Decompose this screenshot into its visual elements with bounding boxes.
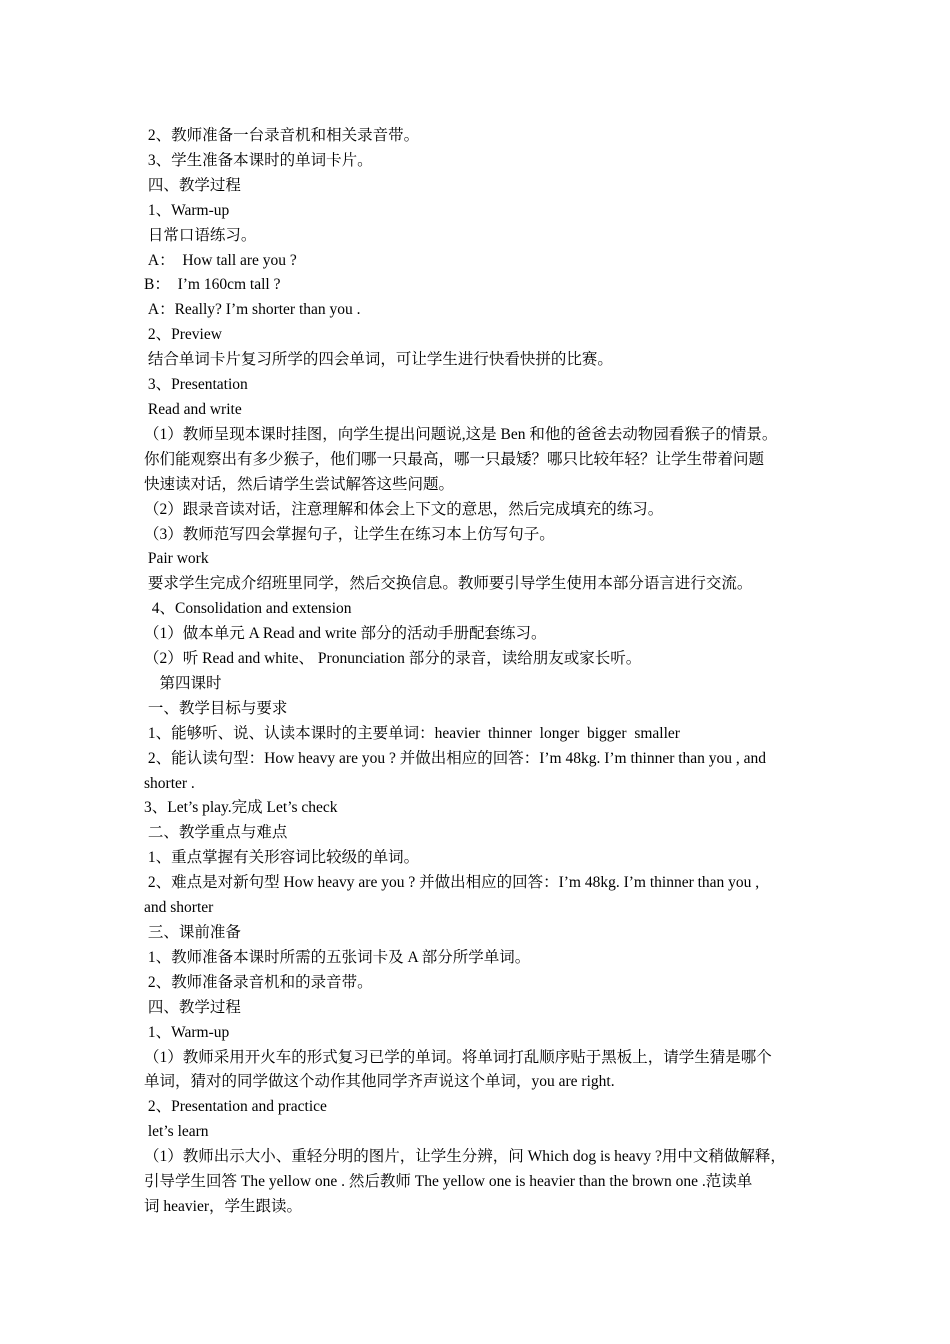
text-line: 1、Warm-up — [144, 201, 230, 219]
text-line: （1）教师采用开火车的形式复习已学的单词。将单词打乱顺序贴于黑板上，请学生猜是哪个 — [144, 1048, 772, 1066]
text-line: 2、教师准备录音机和的录音带。 — [144, 973, 373, 991]
lesson-title: 第四课时 — [144, 674, 222, 692]
text-line: shorter . — [144, 774, 195, 792]
text-line: 3、Presentation — [144, 376, 248, 394]
section-heading: 三、课前准备 — [144, 924, 241, 941]
text-line: Read and write — [144, 400, 242, 418]
text-line: （1）教师呈现本课时挂图，向学生提出问题说,这是 Ben 和他的爸爸去动物园看猴子的情景。 — [144, 425, 778, 443]
section-heading: 四、教学过程 — [144, 176, 241, 194]
text-line: 1、Warm-up — [144, 1023, 230, 1041]
text-line: 引导学生回答 The yellow one . 然后教师 The yellow one is heavier than the brown one .范读单 — [144, 1173, 753, 1191]
dialogue-line: A： How tall are you ? — [144, 251, 297, 269]
dialogue-line: A：Really? I’m shorter than you . — [144, 301, 361, 319]
section-heading: 四、教学过程 — [144, 998, 241, 1016]
section-heading: 二、教学重点与难点 — [144, 824, 288, 842]
text-line: （1）做本单元 A Read and write 部分的活动手册配套练习。 — [144, 625, 547, 643]
text-line: 要求学生完成介绍班里同学，然后交换信息。教师要引导学生使用本部分语言进行交流。 — [144, 575, 753, 593]
text-line: （2）听 Read and white、 Pronunciation 部分的录音，读给朋友或家长听。 — [144, 650, 642, 668]
text-line: let’s learn — [144, 1123, 209, 1141]
text-line: 2、教师准备一台录音机和相关录音带。 — [144, 127, 420, 144]
dialogue-line: B： I’m 160cm tall ? — [144, 276, 281, 294]
text-line: 日常口语练习。 — [144, 226, 257, 244]
text-line: （1）教师出示大小、重轻分明的图片，让学生分辨，问 Which dog is heavy ?用中文稍做解释， — [144, 1148, 786, 1166]
text-line: 词 heavier，学生跟读。 — [144, 1197, 302, 1215]
text-line: 你们能观察出有多少猴子，他们哪一只最高，哪一只最矮？哪只比较年轻？让学生带着问题 — [144, 450, 765, 468]
text-line: Pair work — [144, 550, 209, 568]
text-line: 2、Preview — [144, 326, 222, 344]
text-line: 3、学生准备本课时的单词卡片。 — [144, 151, 373, 169]
text-line: 2、难点是对新句型 How heavy are you ? 并做出相应的回答：I’m 48kg. I’m thinner than you , — [144, 874, 760, 892]
text-line: 单词，猜对的同学做这个动作其他同学齐声说这个单词，you are right. — [144, 1073, 615, 1091]
text-line: 1、重点掌握有关形容词比较级的单词。 — [144, 849, 420, 867]
text-line: 1、能够听、说、认读本课时的主要单词：heavier thinner longer bigger smaller — [144, 724, 680, 742]
text-line: 结合单词卡片复习所学的四会单词，可让学生进行快看快拼的比赛。 — [144, 351, 613, 369]
document-body — [144, 124, 810, 1220]
text-line: 4、Consolidation and extension — [144, 600, 352, 618]
text-line: 2、Presentation and practice — [144, 1098, 327, 1116]
text-line: 1、教师准备本课时所需的五张词卡及 A 部分所学单词。 — [144, 948, 531, 966]
text-line: and shorter — [144, 899, 214, 917]
text-line: 2、能认读句型：How heavy are you ? 并做出相应的回答：I’m 48kg. I’m thinner than you , and — [144, 749, 767, 767]
text-line: 3、Let’s play.完成 Let’s check — [144, 799, 338, 817]
text-line: （2）跟录音读对话，注意理解和体会上下文的意思，然后完成填充的练习。 — [144, 500, 664, 518]
text-line: 快速读对话，然后请学生尝试解答这些问题。 — [144, 475, 455, 493]
section-heading: 一、教学目标与要求 — [144, 699, 288, 717]
text-line: （3）教师范写四会掌握句子，让学生在练习本上仿写句子。 — [144, 525, 555, 543]
